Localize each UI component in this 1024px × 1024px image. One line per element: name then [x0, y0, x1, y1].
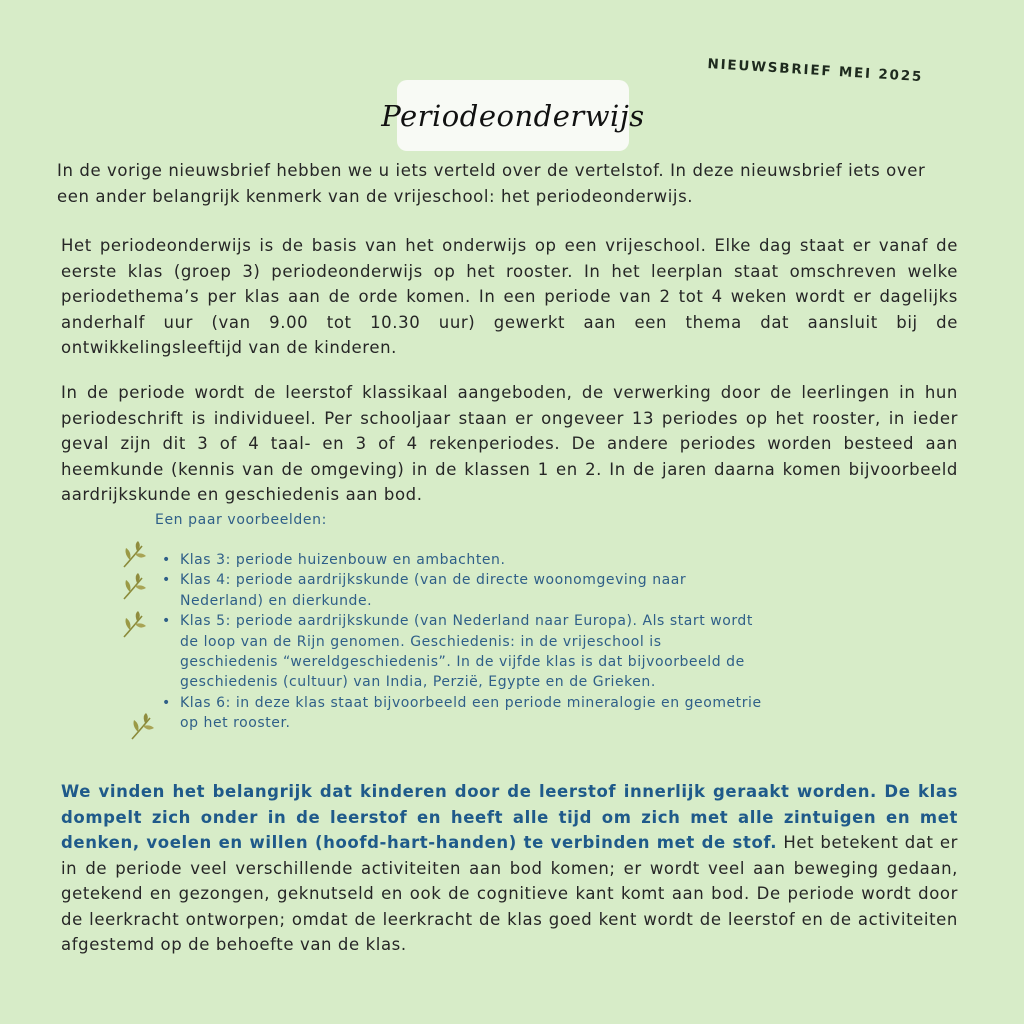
newsletter-date-label: NIEUWSBRIEF MEI 2025 — [707, 56, 924, 86]
list-item — [162, 693, 762, 734]
list-item — [162, 570, 762, 611]
bullet-marker: • — [162, 552, 171, 568]
examples-heading: Een paar voorbeelden: — [155, 512, 327, 528]
list-item — [162, 611, 762, 693]
title-box — [381, 80, 645, 151]
list-item-text: Klas 3: periode huizenbouw en ambachten. — [180, 552, 506, 568]
list-item-text: Klas 4: periode aardrijkskunde (van de directe woonomgeving naar Nederland) en dierkunde. — [180, 572, 687, 609]
closing-text: Het betekent dat er in de periode veel verschillende activiteiten aan bod komen; er wordt veel aan beweging gedaan, getekend en gezongen, geknutseld en ook de cognitieve kant komt aan bod. De periode wordt door de leerkracht ontworpen; omdat de leerkracht de klas goed kent wordt de leerstof en de activiteiten afgestemd op de behoefte van de klas. — [61, 833, 958, 954]
basis-paragraph: Het periodeonderwijs is de basis van het onderwijs op een vrijeschool. Elke dag staat er vanaf de eerste klas (groep 3) periodeonderwijs op het rooster. In het leerplan staat omschreven welke periodethema’s per klas aan de orde komen. In een periode van 2 tot 4 weken wordt er dagelijks anderhalf uur (van 9.00 tot 10.30 uur) gewerkt aan een thema dat aansluit bij de ontwikkelingsleeftijd van de kinderen. — [61, 236, 958, 357]
examples-list — [162, 550, 762, 734]
leaf-sprig-icon — [120, 610, 150, 640]
bullet-marker: • — [162, 613, 171, 630]
leaf-sprig-icon — [128, 712, 158, 742]
leaf-sprig-icon — [120, 572, 150, 602]
list-item — [162, 550, 762, 570]
bullet-marker: • — [162, 572, 171, 589]
leaf-sprig-icon — [120, 540, 150, 570]
closing-paragraph — [61, 779, 958, 958]
page-title: Periodeonderwijs — [381, 98, 645, 133]
bullet-marker: • — [162, 694, 171, 711]
list-item-text: Klas 5: periode aardrijkskunde (van Nederland naar Europa). Als start wordt de loop van de Rijn genomen. Geschiedenis: in de vrijeschool is geschiedenis “wereldgeschiedenis”. In de vijfde klas is dat bijvoorbeeld de geschiedenis (cultuur) van India, Perzië, Egypte en de Grieken. — [180, 613, 753, 691]
intro-paragraph: In de vorige nieuwsbrief hebben we u iets verteld over de vertelstof. In deze nieuwsbrief iets over een ander belangrijk kenmerk van de vrijeschool: het periodeonderwijs. — [57, 161, 926, 206]
closing-emphasis: We vinden het belangrijk dat kinderen door de leerstof innerlijk geraakt worden. De klas dompelt zich onder in de leerstof en heeft alle tijd om zich met alle zintuigen en met denken, voelen en willen (hoofd-hart-handen) te verbinden met de stof. — [61, 782, 958, 852]
list-item-text: Klas 6: in deze klas staat bijvoorbeeld een periode mineralogie en geometrie op het rooster. — [180, 694, 762, 732]
periode-paragraph: In de periode wordt de leerstof klassikaal aangeboden, de verwerking door de leerlingen in hun periodeschrift is individueel. Per schooljaar staan er ongeveer 13 periodes op het rooster, in ieder geval zijn dit 3 of 4 taal- en 3 of 4 rekenperiodes. De andere periodes worden besteed aan heemkunde (kennis van de omgeving) in de klassen 1 en 2. In de jaren daarna komen bijvoorbeeld aardrijkskunde en geschiedenis aan bod. — [61, 383, 958, 504]
